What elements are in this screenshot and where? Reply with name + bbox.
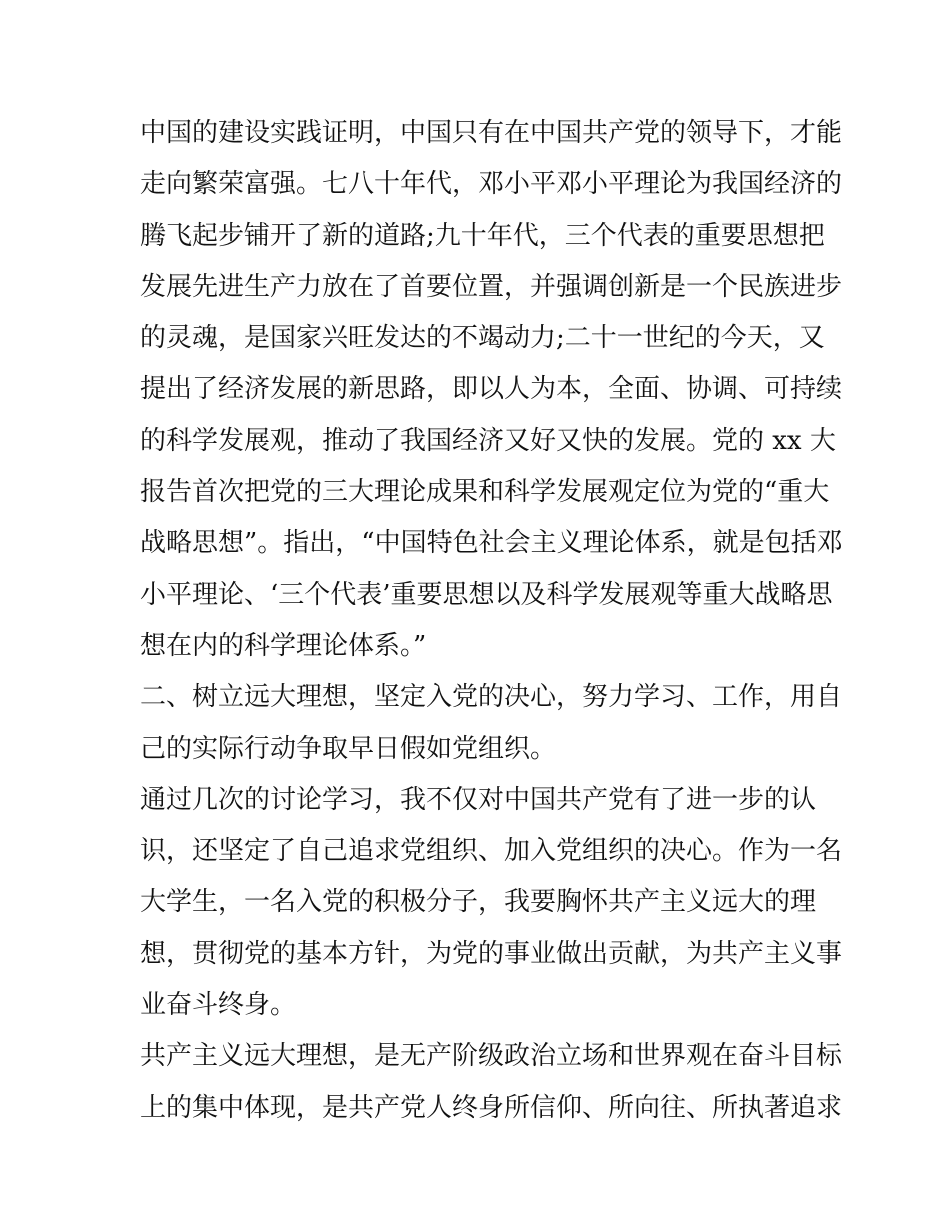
text-line: 识，还坚定了自己追求党组织、加入党组织的决心。作为一名 [140,836,843,867]
text-line: 的灵魂，是国家兴旺发达的不竭动力;二十一世纪的今天，又 [140,323,825,354]
section-heading: 二、树立远大理想，坚定入党的决心，努力学习、工作，用自 [140,682,843,713]
text-line: 想在内的科学理论体系。” [140,630,427,661]
text-line: 想，贯彻党的基本方针，为党的事业做出贡献，为共产主义事 [140,938,843,969]
body-text [140,108,843,1134]
text-line: 的科学发展观，推动了我国经济又好又快的发展。党的 xx 大 [140,425,836,456]
text-line: 走向繁荣富强。七八十年代，邓小平邓小平理论为我国经济的 [140,169,843,200]
text-line: 报告首次把党的三大理论成果和科学发展观定位为党的“重大 [140,477,830,508]
text-line: 通过几次的讨论学习，我不仅对中国共产党有了进一步的认 [140,784,817,815]
text-line: 腾飞起步铺开了新的道路;九十年代，三个代表的重要思想把 [140,220,825,251]
text-line: 战略思想”。指出，“中国特色社会主义理论体系，就是包括邓 [140,528,843,559]
text-line: 上的集中体现，是共产党人终身所信仰、所向往、所执著追求 [140,1092,843,1123]
text-line: 大学生，一名入党的积极分子，我要胸怀共产主义远大的理 [140,887,817,918]
text-line: 小平理论、‘三个代表’重要思想以及科学发展观等重大战略思 [140,579,833,610]
text-line: 业奋斗终身。 [140,990,297,1021]
text-line: 共产主义远大理想，是无产阶级政治立场和世界观在奋斗目标 [140,1041,843,1072]
text-line: 中国的建设实践证明，中国只有在中国共产党的领导下，才能 [140,118,843,148]
text-line: 发展先进生产力放在了首要位置，并强调创新是一个民族进步 [140,271,843,302]
text-line: 提出了经济发展的新思路，即以人为本，全面、协调、可持续 [140,374,843,405]
section-heading: 己的实际行动争取早日假如党组织。 [140,733,557,764]
